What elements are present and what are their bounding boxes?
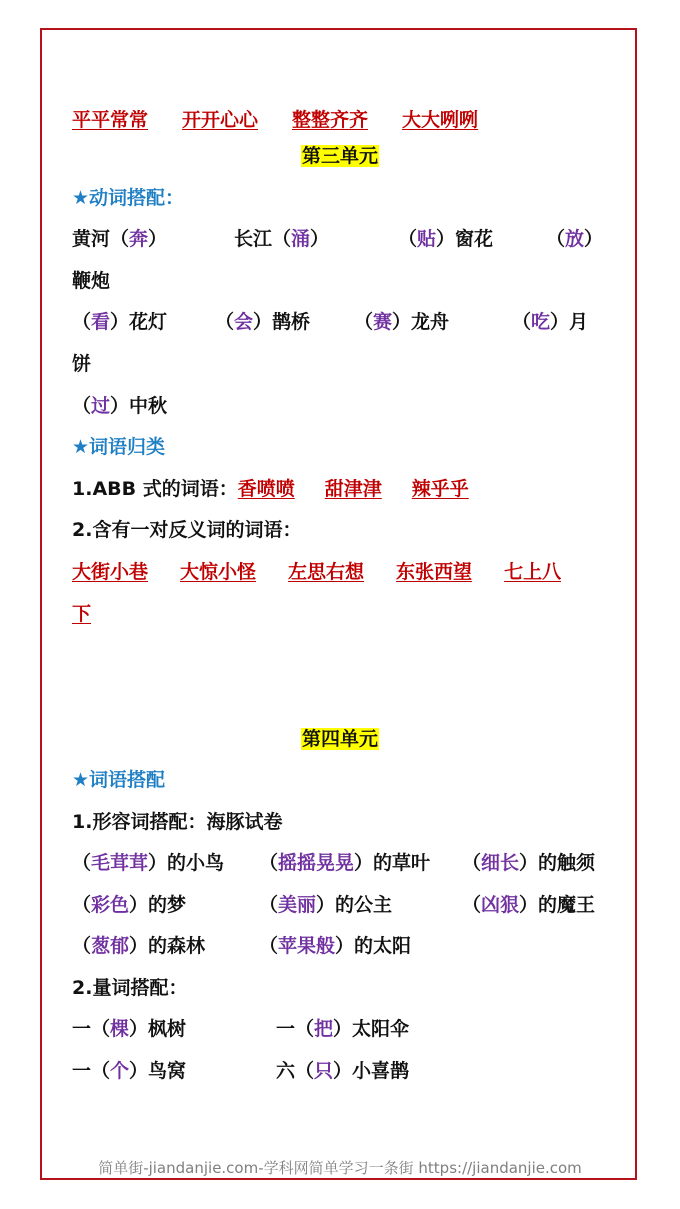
adj-pair: （细长）的触须 xyxy=(462,852,596,874)
abb-row xyxy=(72,477,469,501)
measure-pair: 一（个）鸟窝 xyxy=(72,1060,187,1082)
unit3-title-wrap xyxy=(0,144,680,168)
measure-pair: 六（只）小喜鹊 xyxy=(276,1060,410,1082)
verb-pair: （过）中秋 xyxy=(72,395,168,417)
adj-pair: （苹果般）的太阳 xyxy=(259,935,412,957)
unit3-title: 第三单元 xyxy=(301,145,378,167)
collocation-heading: ★词语搭配 xyxy=(72,769,166,791)
unit4-title: 第四单元 xyxy=(301,728,378,750)
verb-wrap: 饼 xyxy=(72,353,92,375)
abb-word: 香喷喷 xyxy=(237,478,295,500)
antonym-word: 东张西望 xyxy=(396,561,473,583)
adj-pair: （凶狠）的魔王 xyxy=(462,894,596,916)
adj-pair: （美丽）的公主 xyxy=(259,894,393,916)
antonym-row xyxy=(72,560,561,584)
verb-pair: （贴）窗花 xyxy=(398,228,494,250)
abb-word: 辣乎乎 xyxy=(411,478,469,500)
classify-heading: ★词语归类 xyxy=(72,436,166,458)
verb-pair: （吃）月 xyxy=(512,311,589,333)
measure-pair: 一（把）太阳伞 xyxy=(276,1018,410,1040)
verb-pair: （赛）龙舟 xyxy=(354,311,450,333)
verb-pair: （看）花灯 xyxy=(72,311,168,333)
idiom-word: 平平常常 xyxy=(72,109,149,131)
idioms-top-row xyxy=(72,108,478,132)
verb-pair: 长江（涌） xyxy=(234,228,330,250)
idiom-word: 大大咧咧 xyxy=(402,109,479,131)
verb-pair: 黄河（奔） xyxy=(72,228,168,250)
adj-pair: （彩色）的梦 xyxy=(72,894,187,916)
footer-watermark: 简单街-jiandanjie.com-学科网简单学习一条街 https://jiandanjie.com xyxy=(98,1159,582,1177)
antonym-label: 2.含有一对反义词的词语： xyxy=(72,519,302,541)
abb-label: 1.ABB 式的词语： xyxy=(72,478,238,500)
adj-pair: （葱郁）的森林 xyxy=(72,935,206,957)
abb-word: 甜津津 xyxy=(324,478,382,500)
adj-label: 1.形容词搭配：海豚试卷 xyxy=(72,811,283,833)
idiom-word: 开开心心 xyxy=(182,109,259,131)
adj-pair: （毛茸茸）的小鸟 xyxy=(72,852,225,874)
antonym-word: 大街小巷 xyxy=(72,561,149,583)
measure-pair: 一（棵）枫树 xyxy=(72,1018,187,1040)
antonym-wrap: 下 xyxy=(72,603,92,625)
antonym-word: 七上八 xyxy=(504,561,562,583)
verb-pair: （放） xyxy=(546,228,604,250)
verb-wrap: 鞭炮 xyxy=(72,270,111,292)
antonym-word: 大惊小怪 xyxy=(180,561,257,583)
unit4-title-wrap xyxy=(0,727,680,751)
verb-pair: （会）鹊桥 xyxy=(215,311,311,333)
idiom-word: 整整齐齐 xyxy=(292,109,369,131)
verb-heading: ★动词搭配： xyxy=(72,187,185,209)
measure-label: 2.量词搭配： xyxy=(72,977,188,999)
adj-pair: （摇摇晃晃）的草叶 xyxy=(259,852,431,874)
antonym-word: 左思右想 xyxy=(288,561,365,583)
